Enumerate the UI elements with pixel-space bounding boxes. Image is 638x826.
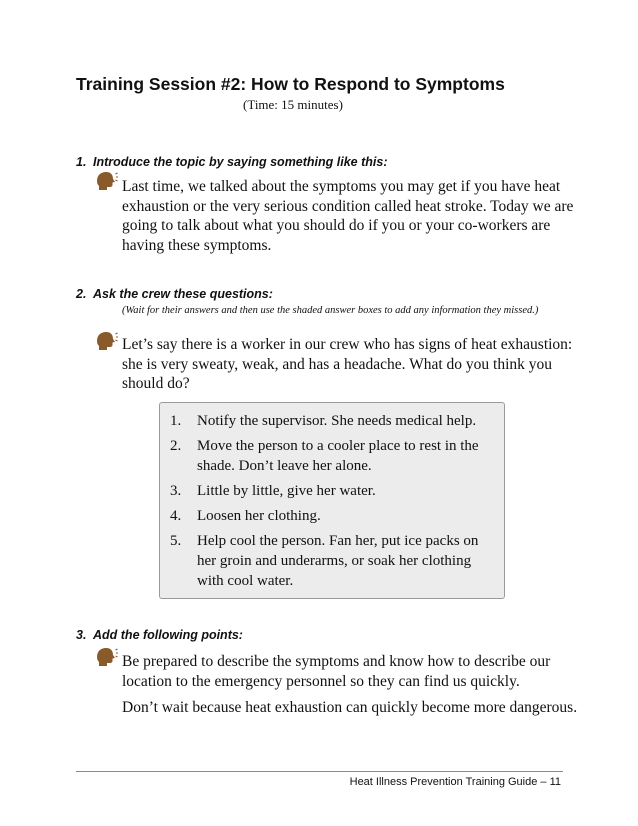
answer-number: 2. [170, 438, 182, 454]
answer-text: Help cool the person. Fan her, put ice packs on her groin and underarms, or soak her clothing with cool water. [197, 533, 479, 589]
text-line: exhaustion or the very serious condition called heat stroke. Today we are [122, 197, 574, 215]
answer-text: Loosen her clothing. [197, 508, 321, 524]
text-line: Be prepared to describe the symptoms and know how to describe our [122, 653, 551, 670]
answer-text: Move the person to a cooler place to rest in the shade. Don’t leave her alone. [197, 438, 479, 474]
footer-divider [76, 771, 563, 772]
section-2-paragraph [122, 335, 572, 394]
section-3-number: 3. [76, 628, 87, 642]
speaking-head-icon [95, 171, 119, 196]
text-line: location to the emergency personnel so they can find us quickly. [122, 672, 520, 690]
section-1-heading [76, 155, 387, 169]
answer-number: 1. [170, 413, 182, 429]
page-footer: Heat Illness Prevention Training Guide – 11 [349, 776, 561, 788]
answer-box [159, 402, 505, 599]
section-2-number: 2. [76, 287, 87, 301]
section-3-paragraph [122, 652, 550, 691]
session-time: (Time: 15 minutes) [243, 97, 343, 112]
section-2-heading-text: Ask the crew these questions: [93, 287, 273, 301]
text-line: Let’s say there is a worker in our crew who has signs of heat exhaustion: [122, 336, 573, 353]
answer-number: 3. [170, 483, 182, 499]
text-line: having these symptoms. [122, 236, 272, 254]
section-3-heading-text: Add the following points: [93, 628, 243, 642]
section-3-extra: Don’t wait because heat exhaustion can quickly become more dangerous. [122, 699, 578, 716]
instructor-note: (Wait for their answers and then use the shaded answer boxes to add any information they missed.) [122, 305, 539, 316]
answer-number: 5. [170, 533, 182, 549]
text-line: going to talk about what you should do if you or your co-workers are [122, 217, 551, 235]
answer-text: Notify the supervisor. She needs medical help. [197, 413, 477, 429]
speaking-head-icon [95, 647, 119, 672]
page-title: Training Session #2: How to Respond to Symptoms [76, 74, 505, 94]
speaking-head-icon [95, 331, 119, 356]
section-1-paragraph [122, 177, 573, 255]
text-line: Last time, we talked about the symptoms you may get if you have heat [122, 178, 561, 195]
text-line: should do? [122, 375, 190, 393]
answer-number: 4. [170, 508, 182, 524]
section-1-heading-text: Introduce the topic by saying something like this: [93, 155, 388, 169]
answer-text: Little by little, give her water. [197, 483, 376, 499]
section-1-number: 1. [76, 155, 87, 169]
section-3-heading [76, 628, 243, 642]
text-line: she is very sweaty, weak, and has a headache. What do you think you [122, 355, 552, 373]
section-2-heading [76, 287, 273, 301]
